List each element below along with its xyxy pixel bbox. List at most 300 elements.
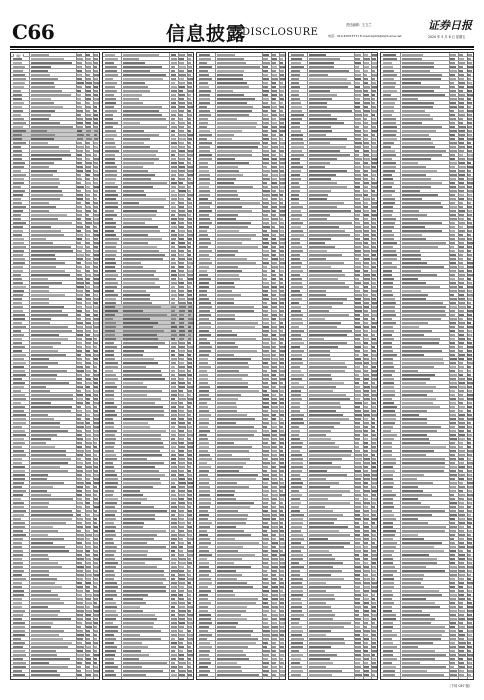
table-cell <box>309 454 351 456</box>
table-cell <box>199 582 212 584</box>
table-cell <box>280 274 284 276</box>
table-cell <box>171 102 176 104</box>
table-cell <box>105 498 118 500</box>
table-cell <box>450 122 455 124</box>
table-cell <box>188 518 193 520</box>
table-cell <box>123 642 142 644</box>
table-cell <box>217 274 240 276</box>
table-cell <box>13 442 26 444</box>
table-cell <box>94 302 98 304</box>
table-cell <box>105 138 114 140</box>
table-cell <box>179 342 184 344</box>
table-cell <box>459 518 465 520</box>
table-cell <box>199 254 209 256</box>
table-cell <box>459 638 464 640</box>
table-cell <box>291 586 303 588</box>
table-cell <box>217 662 237 664</box>
table-cell <box>309 126 331 128</box>
table-cell <box>86 610 92 612</box>
contact-line: 电话：010-63073771 E-mail:zqrb9@zqrb.sina.net <box>328 34 402 38</box>
table-cell <box>86 510 92 512</box>
table-cell <box>309 482 339 484</box>
table-cell <box>364 458 370 460</box>
table-cell <box>77 434 82 436</box>
table-cell <box>402 194 438 196</box>
table-cell <box>31 338 68 340</box>
table-cell <box>123 94 142 96</box>
table-cell <box>291 222 303 224</box>
table-cell <box>355 274 360 276</box>
table-cell <box>86 282 91 284</box>
table-cell <box>86 150 91 152</box>
table-cell <box>459 242 464 244</box>
table-cell <box>123 594 148 596</box>
table-cell <box>188 554 193 556</box>
table-cell <box>383 278 394 280</box>
table-cell <box>402 486 418 488</box>
table-cell <box>402 538 424 540</box>
table-cell <box>13 494 23 496</box>
table-cell <box>123 422 148 424</box>
table-cell <box>188 482 193 484</box>
table-cell <box>199 266 210 268</box>
table-cell <box>450 110 454 112</box>
table-cell <box>105 586 118 588</box>
table-cell <box>364 306 370 308</box>
table-cell <box>77 574 84 576</box>
table-cell <box>171 486 177 488</box>
table-cell <box>272 426 277 428</box>
table-cell <box>383 270 392 272</box>
table-cell <box>309 66 334 68</box>
table-cell <box>105 674 116 676</box>
table-cell <box>467 102 471 104</box>
table-cell <box>402 234 423 236</box>
table-cell <box>105 126 114 128</box>
table-cell <box>272 454 277 456</box>
table-cell <box>280 574 284 576</box>
table-cell <box>383 606 392 608</box>
table-cell <box>372 354 377 356</box>
table-cell <box>217 658 249 660</box>
table-cell <box>13 86 24 88</box>
table-cell <box>179 114 183 116</box>
table-cell <box>280 70 284 72</box>
table-cell <box>364 70 369 72</box>
table-cell <box>199 350 211 352</box>
table-cell <box>459 270 464 272</box>
table-cell <box>459 198 464 200</box>
table-cell <box>263 674 267 676</box>
table-cell <box>31 450 66 452</box>
table-cell <box>372 514 376 516</box>
table-cell <box>450 630 456 632</box>
table-cell <box>291 262 302 264</box>
table-cell <box>383 174 392 176</box>
table-cell <box>123 294 150 296</box>
table-cell <box>355 326 361 328</box>
table-cell <box>450 526 457 528</box>
table-cell <box>199 134 212 136</box>
table-cell <box>105 422 114 424</box>
table-cell <box>123 598 143 600</box>
table-cell <box>171 98 177 100</box>
table-cell <box>199 62 207 64</box>
table-cell <box>402 162 419 164</box>
table-cell <box>217 198 240 200</box>
table-cell <box>364 590 369 592</box>
table-cell <box>355 550 361 552</box>
table-cell <box>263 254 269 256</box>
table-cell <box>179 322 184 324</box>
table-cell <box>188 654 193 656</box>
table-cell <box>459 302 465 304</box>
table-cell <box>31 318 51 320</box>
table-cell <box>171 70 176 72</box>
table-cell <box>364 362 370 364</box>
table-cell <box>105 562 118 564</box>
table-cell <box>364 134 368 136</box>
table-cell <box>272 446 277 448</box>
table-cell <box>86 626 92 628</box>
table-cell <box>459 558 465 560</box>
table-cell <box>13 506 24 508</box>
table-cell <box>291 194 299 196</box>
table-cell <box>263 182 267 184</box>
table-cell <box>105 418 114 420</box>
table-cell <box>77 590 83 592</box>
table-cell <box>123 142 143 144</box>
table-cell <box>450 82 454 84</box>
table-cell <box>217 562 234 564</box>
table-cell <box>86 62 92 64</box>
table-cell <box>94 90 99 92</box>
table-cell <box>123 78 162 80</box>
table-cell <box>372 78 375 80</box>
table-row <box>381 673 473 677</box>
table-cell <box>364 538 369 540</box>
table-cell <box>263 526 269 528</box>
table-cell <box>467 614 472 616</box>
table-cell <box>199 442 209 444</box>
table-cell <box>309 174 336 176</box>
table-cell <box>171 318 177 320</box>
table-cell <box>383 614 396 616</box>
table-cell <box>31 466 60 468</box>
table-cell <box>217 462 246 464</box>
table-cell <box>188 602 191 604</box>
table-cell <box>217 498 236 500</box>
table-cell <box>31 118 49 120</box>
table-cell <box>86 546 92 548</box>
table-cell <box>467 450 472 452</box>
table-cell <box>123 166 142 168</box>
table-cell <box>199 178 211 180</box>
table-cell <box>77 674 81 676</box>
table-cell <box>188 626 192 628</box>
table-cell <box>459 54 463 56</box>
table-cell <box>459 578 464 580</box>
table-cell <box>13 174 26 176</box>
table-cell <box>199 530 207 532</box>
table-cell <box>355 674 362 676</box>
table-cell <box>123 210 157 212</box>
table-cell <box>355 194 362 196</box>
table-cell <box>105 346 117 348</box>
table-cell <box>188 314 192 316</box>
table-cell <box>171 442 177 444</box>
table-cell <box>467 638 472 640</box>
table-cell <box>188 586 192 588</box>
table-cell <box>171 122 175 124</box>
table-cell <box>402 190 420 192</box>
table-cell <box>188 278 193 280</box>
table-cell <box>309 190 332 192</box>
table-cell <box>77 202 81 204</box>
table-cell <box>188 194 193 196</box>
table-cell <box>179 202 183 204</box>
table-cell <box>372 322 377 324</box>
table-cell <box>13 666 26 668</box>
table-cell <box>13 586 22 588</box>
table-cell <box>291 326 299 328</box>
table-cell <box>467 546 472 548</box>
table-cell <box>272 278 276 280</box>
table-cell <box>450 254 456 256</box>
table-cell <box>94 354 99 356</box>
table-cell <box>77 558 83 560</box>
table-cell <box>372 306 377 308</box>
table-cell <box>94 538 98 540</box>
table-cell <box>372 622 376 624</box>
table-cell <box>77 414 81 416</box>
table-cell <box>467 274 472 276</box>
table-cell <box>86 126 92 128</box>
table-cell <box>459 542 464 544</box>
table-cell <box>86 78 91 80</box>
table-cell <box>309 214 331 216</box>
table-cell <box>86 98 91 100</box>
table-cell <box>199 474 208 476</box>
table-cell <box>280 622 285 624</box>
table-cell <box>171 498 177 500</box>
table-cell <box>171 74 177 76</box>
table-cell <box>291 550 301 552</box>
table-cell <box>86 58 91 60</box>
table-cell <box>217 166 238 168</box>
table-cell <box>372 506 375 508</box>
table-cell <box>272 478 277 480</box>
table-cell <box>355 406 360 408</box>
table-cell <box>272 174 278 176</box>
table-cell <box>272 366 277 368</box>
continued-note: （下转 C67 版） <box>447 684 472 688</box>
table-cell <box>383 94 391 96</box>
table-cell <box>171 142 178 144</box>
table-cell <box>77 642 82 644</box>
table-cell <box>450 594 457 596</box>
table-cell <box>263 162 269 164</box>
table-cell <box>13 326 26 328</box>
table-cell <box>31 582 55 584</box>
table-cell <box>199 326 211 328</box>
table-cell <box>77 186 84 188</box>
table-cell <box>467 626 473 628</box>
table-cell <box>272 638 277 640</box>
table-cell <box>31 670 57 672</box>
table-cell <box>364 674 369 676</box>
table-cell <box>450 118 456 120</box>
table-cell <box>383 78 394 80</box>
table-cell <box>459 310 464 312</box>
table-cell <box>402 350 442 352</box>
table-cell <box>179 626 183 628</box>
table-cell <box>171 250 176 252</box>
table-cell <box>372 174 376 176</box>
table-cell <box>188 286 191 288</box>
table-cell <box>188 370 191 372</box>
table-cell <box>179 262 184 264</box>
table-cell <box>94 250 99 252</box>
table-cell <box>291 138 304 140</box>
table-cell <box>179 658 183 660</box>
table-cell <box>272 482 278 484</box>
table-row <box>11 673 99 677</box>
table-cell <box>13 562 24 564</box>
table-cell <box>355 430 361 432</box>
table-cell <box>94 486 97 488</box>
table-cell <box>13 190 26 192</box>
table-cell <box>13 502 24 504</box>
table-cell <box>383 418 396 420</box>
table-cell <box>179 346 185 348</box>
table-cell <box>383 486 393 488</box>
table-cell <box>263 490 269 492</box>
table-cell <box>31 498 74 500</box>
table-cell <box>263 70 268 72</box>
table-cell <box>280 246 284 248</box>
table-cell <box>402 590 439 592</box>
table-cell <box>123 418 154 420</box>
table-cell <box>263 262 269 264</box>
table-cell <box>188 538 193 540</box>
table-cell <box>280 194 284 196</box>
table-cell <box>291 662 300 664</box>
table-cell <box>402 666 446 668</box>
table-cell <box>372 298 376 300</box>
table-cell <box>291 134 304 136</box>
table-cell <box>171 66 176 68</box>
table-cell <box>31 598 60 600</box>
table-cell <box>77 54 82 56</box>
table-cell <box>402 342 440 344</box>
table-cell <box>309 462 333 464</box>
table-cell <box>450 78 455 80</box>
table-cell <box>272 474 278 476</box>
table-cell <box>179 530 184 532</box>
table-cell <box>372 138 376 140</box>
table-cell <box>94 222 99 224</box>
table-cell <box>217 202 260 204</box>
table-cell <box>188 114 192 116</box>
table-cell <box>123 534 157 536</box>
table-cell <box>179 138 185 140</box>
table-cell <box>86 206 92 208</box>
table-cell <box>31 510 72 512</box>
table-cell <box>199 214 209 216</box>
table-cell <box>364 250 370 252</box>
table-cell <box>309 166 325 168</box>
table-column <box>102 52 194 680</box>
table-cell <box>171 346 176 348</box>
table-cell <box>364 242 368 244</box>
table-cell <box>199 166 209 168</box>
table-cell <box>86 202 91 204</box>
table-cell <box>123 322 158 324</box>
table-cell <box>77 630 83 632</box>
table-cell <box>94 246 98 248</box>
table-cell <box>188 374 192 376</box>
table-cell <box>188 530 192 532</box>
table-cell <box>402 298 427 300</box>
table-cell <box>459 442 463 444</box>
table-cell <box>31 314 68 316</box>
table-cell <box>355 118 361 120</box>
table-cell <box>105 250 118 252</box>
table-cell <box>402 474 424 476</box>
table-cell <box>188 362 192 364</box>
table-cell <box>217 350 257 352</box>
table-cell <box>199 142 212 144</box>
table-cell <box>355 190 360 192</box>
table-cell <box>199 598 208 600</box>
table-cell <box>199 602 211 604</box>
table-cell <box>31 390 50 392</box>
table-cell <box>77 354 81 356</box>
table-cell <box>383 674 396 676</box>
table-cell <box>179 566 183 568</box>
table-cell <box>402 78 441 80</box>
table-cell <box>179 402 183 404</box>
table-cell <box>31 410 71 412</box>
table-cell <box>105 170 118 172</box>
table-cell <box>217 318 235 320</box>
table-cell <box>309 498 329 500</box>
table-cell <box>217 334 238 336</box>
table-cell <box>77 178 82 180</box>
table-cell <box>179 514 184 516</box>
table-cell <box>309 554 333 556</box>
table-cell <box>13 654 26 656</box>
table-cell <box>171 390 177 392</box>
table-cell <box>272 98 276 100</box>
table-cell <box>77 238 82 240</box>
table-cell <box>171 414 178 416</box>
table-cell <box>467 426 471 428</box>
table-cell <box>171 554 176 556</box>
table-cell <box>86 606 90 608</box>
table-cell <box>402 206 443 208</box>
table-cell <box>467 486 472 488</box>
table-cell <box>188 74 192 76</box>
table-cell <box>372 386 377 388</box>
table-cell <box>13 626 25 628</box>
table-cell <box>291 574 300 576</box>
table-cell <box>217 434 254 436</box>
table-cell <box>309 534 350 536</box>
table-cell <box>31 270 65 272</box>
table-cell <box>355 382 359 384</box>
